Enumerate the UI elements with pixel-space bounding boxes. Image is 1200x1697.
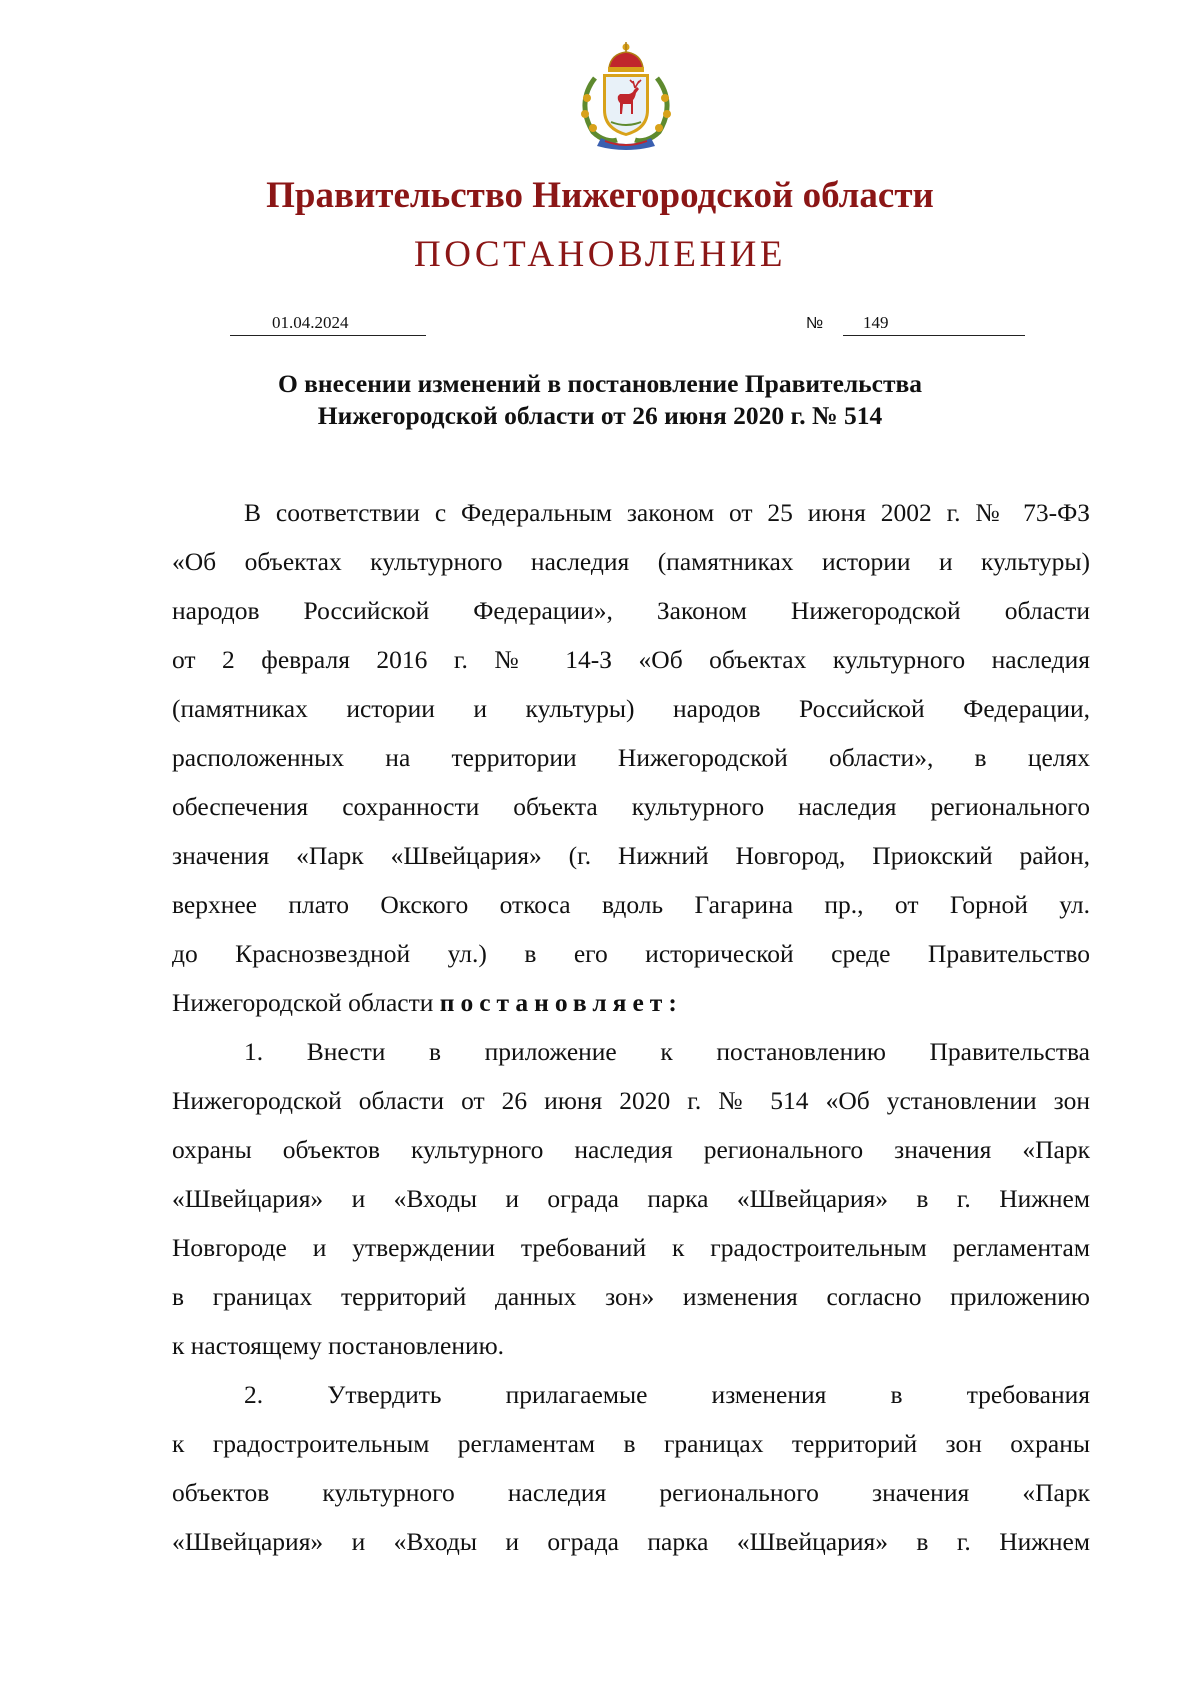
body-line: значения «Парк «Швейцария» (г. Нижний Новгород, Приокский район, <box>172 841 1090 870</box>
body-line: до Краснозвездной ул.) в его исторической среде Правительство <box>172 939 1090 968</box>
body-line: обеспечения сохранности объекта культурного наследия регионального <box>172 792 1090 821</box>
body-line: Нижегородской области от 26 июня 2020 г. № 514 «Об установлении зон <box>172 1086 1090 1115</box>
body-line: охраны объектов культурного наследия регионального значения «Парк <box>172 1135 1090 1164</box>
body-line: от 2 февраля 2016 г. № 14-З «Об объектах культурного наследия <box>172 645 1090 674</box>
document-type: ПОСТАНОВЛЕНИЕ <box>414 234 786 275</box>
government-title: Правительство Нижегородской области <box>266 175 934 216</box>
document-subject <box>0 368 1200 432</box>
date-field <box>230 310 426 336</box>
number-sign: № <box>806 315 824 332</box>
coat-of-arms-icon <box>571 38 681 150</box>
body-line: 2. Утвердить прилагаемые изменения в требования <box>244 1380 1090 1409</box>
body-line: Новгороде и утверждении требований к градостроительным регламентам <box>172 1233 1090 1262</box>
body-line: к градостроительным регламентам в границах территорий зон охраны <box>172 1429 1090 1458</box>
body-line: в границах территорий данных зон» изменения согласно приложению <box>172 1282 1090 1311</box>
body-line: 1. Внести в приложение к постановлению Правительства <box>244 1037 1090 1066</box>
body-line: расположенных на территории Нижегородской области», в целях <box>172 743 1090 772</box>
body-line: к настоящему постановлению. <box>172 1331 505 1360</box>
body-text: Нижегородской области <box>172 988 440 1017</box>
resolution-keyword: постановляет <box>439 988 669 1017</box>
subject-line: Нижегородской области от 26 июня 2020 г. № 514 <box>317 401 883 430</box>
resolution-colon: : <box>668 988 677 1017</box>
number-field <box>843 310 1025 336</box>
document-date: 01.04.2024 <box>272 313 349 332</box>
body-line: «Швейцария» и «Входы и ограда парка «Швейцария» в г. Нижнем <box>172 1184 1090 1213</box>
body-line: верхнее плато Окского откоса вдоль Гагарина пр., от Горной ул. <box>172 890 1090 919</box>
document-body <box>172 488 1090 1566</box>
body-line: объектов культурного наследия регионального значения «Парк <box>172 1478 1090 1507</box>
body-line: «Швейцария» и «Входы и ограда парка «Швейцария» в г. Нижнем <box>172 1527 1090 1556</box>
document-number: 149 <box>863 313 889 332</box>
body-line: народов Российской Федерации», Законом Нижегородской области <box>172 596 1090 625</box>
body-line: (памятниках истории и культуры) народов Российской Федерации, <box>172 694 1090 723</box>
body-line: В соответствии с Федеральным законом от 25 июня 2002 г. № 73-ФЗ <box>244 498 1090 527</box>
subject-line: О внесении изменений в постановление Правительства <box>277 369 923 398</box>
body-line: «Об объектах культурного наследия (памятниках истории и культуры) <box>172 547 1090 576</box>
body-line <box>172 978 1090 1027</box>
